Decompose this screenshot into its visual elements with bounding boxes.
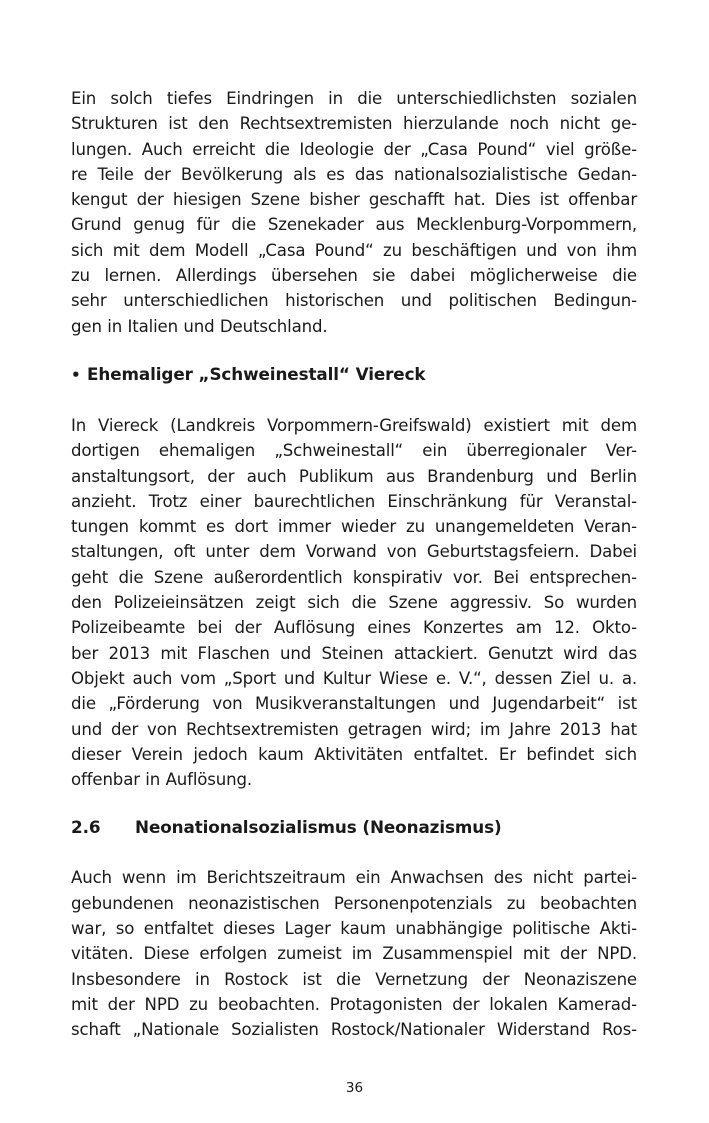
- bullet-heading-text: Ehemaliger „Schweinestall“ Viereck: [87, 363, 426, 384]
- section-number: 2.6: [71, 817, 101, 838]
- text-line: Auch wenn im Berichtszeitraum ein Anwachsen des nicht partei-: [71, 868, 637, 888]
- section-title: Neonationalsozialismus (Neonazismus): [135, 817, 502, 838]
- text-line: zu lernen. Allerdings übersehen sie dabei möglicherweise die: [71, 266, 637, 286]
- paragraph-neonazismus: [71, 865, 637, 1042]
- bullet-heading: [71, 362, 637, 388]
- text-line: Strukturen ist den Rechtsextremisten hierzulande noch nicht ge-: [71, 114, 637, 134]
- text-line: Polizeibeamte bei der Auflösung eines Konzertes am 12. Okto-: [71, 618, 637, 638]
- text-line: geht die Szene außerordentlich konspirativ vor. Bei entsprechen-: [71, 567, 637, 587]
- text-line: Ein solch tiefes Eindringen in die unterschiedlichsten sozialen: [71, 89, 637, 108]
- spacer: [71, 792, 637, 815]
- text-line: sich mit dem Modell „Casa Pound“ zu beschäftigen und von ihm: [71, 240, 637, 260]
- text-line: In Viereck (Landkreis Vorpommern-Greifswald) existiert mit dem: [71, 415, 637, 435]
- spacer: [71, 339, 637, 362]
- section-heading: [71, 815, 637, 840]
- paragraph-casa-pound: [71, 86, 637, 339]
- text-line: war, so entfaltet dieses Lager kaum unabhängige politische Akti-: [71, 919, 637, 939]
- text-line: mit der NPD zu beobachten. Protagonisten der lokalen Kamerad-: [71, 994, 637, 1014]
- text-line: dortigen ehemaligen „Schweinestall“ ein überregionaler Ver-: [71, 441, 637, 461]
- text-line: die „Förderung von Musikveranstaltungen und Jugendarbeit“ ist: [71, 694, 637, 714]
- page-content: [71, 86, 637, 1043]
- text-line: ber 2013 mit Flaschen und Steinen attackiert. Genutzt wird das: [71, 643, 637, 663]
- text-line: anzieht. Trotz einer baurechtlichen Einschränkung für Veranstal-: [71, 491, 637, 511]
- paragraph-schweinestall: [71, 413, 637, 792]
- text-line: Objekt auch vom „Sport und Kultur Wiese e. V.“, dessen Ziel u. a.: [71, 668, 637, 688]
- text-line: den Polizeieinsätzen zeigt sich die Szene aggressiv. So wurden: [71, 593, 637, 613]
- text-line: dieser Verein jedoch kaum Aktivitäten entfaltet. Er befindet sich: [71, 744, 637, 764]
- text-line: und der von Rechtsextremisten getragen wird; im Jahre 2013 hat: [71, 719, 637, 739]
- text-line: staltungen, oft unter dem Vorwand von Geburtstagsfeiern. Dabei: [71, 542, 637, 562]
- text-line: offenbar in Auflösung.: [71, 770, 253, 790]
- text-line: tungen kommt es dort immer wieder zu unangemeldeten Veran-: [71, 517, 637, 537]
- text-line: gen in Italien und Deutschland.: [71, 316, 328, 336]
- spacer: [71, 840, 637, 865]
- page-number: 36: [345, 1080, 364, 1096]
- text-line: vitäten. Diese erfolgen zumeist im Zusammenspiel mit der NPD.: [71, 944, 637, 964]
- text-line: Grund genug für die Szenekader aus Mecklenburg-Vorpommern,: [71, 215, 637, 235]
- text-line: Insbesondere in Rostock ist die Vernetzung der Neonaziszene: [71, 969, 637, 989]
- text-line: re Teile der Bevölkerung als es das nationalsozialistische Gedan-: [71, 164, 637, 184]
- text-line: lungen. Auch erreicht die Ideologie der „Casa Pound“ viel größe-: [71, 139, 637, 159]
- text-line: anstaltungsort, der auch Publikum aus Brandenburg und Berlin: [71, 466, 637, 486]
- bullet-icon: •: [71, 365, 81, 384]
- spacer: [71, 388, 637, 413]
- text-line: schaft „Nationale Sozialisten Rostock/Nationaler Widerstand Ros-: [71, 1020, 637, 1040]
- text-line: sehr unterschiedlichen historischen und politischen Bedingun-: [71, 291, 637, 311]
- text-line: gebundenen neonazistischen Personenpotenzials zu beobachten: [71, 893, 637, 913]
- text-line: kengut der hiesigen Szene bisher geschafft hat. Dies ist offenbar: [71, 190, 637, 210]
